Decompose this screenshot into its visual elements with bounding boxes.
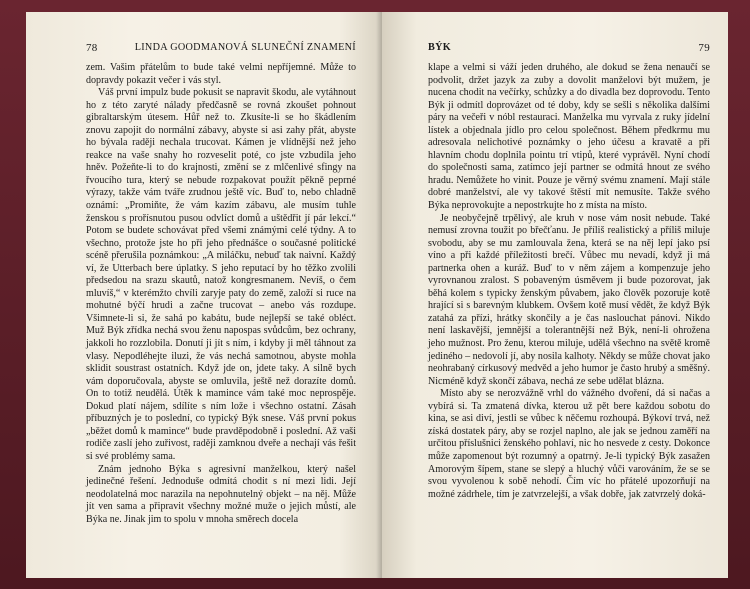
page-number-left: 78 [86, 42, 98, 54]
right-page [382, 12, 728, 578]
left-body-text [86, 62, 356, 526]
left-page [26, 12, 382, 578]
left-running-head [86, 42, 356, 56]
right-paragraph: Místo aby se nerozvážně vrhl do vážného dvoření, dá si načas a vybírá si. Ta zmatená dívka, kterou už pět bere každou sobotu do kina, se asi diví, jestli se vůbec k něčemu rozhoupá. Býkoví trvá, než získá dostatek páry, aby se rozjel naplno, ale jak se jednou zaměří na určitou příslušnici ženského pohlaví, nic ho nesvede z cesty. Dokonce může zapomenout být rozumný a opatrný. Je-li typický Býk zasažen Amorovým šípem, stane se slepý a hluchý vůči varováním, že se se svou vyvolenou k sobě nehodí. Čím víc ho přátelé upozorňují na možné zádrhele, tím je zatvrzelejší, a však dobře, jak zatvrzelý doká- [428, 388, 710, 500]
left-paragraph: Váš první impulz bude pokusit se napravit škodu, ale vytáhnout ho z této zaryté nálady předčasně se rovná zkoušet pohnout gibraltarským útesem. Hůř než to. Zkusíte-li se ho škádlením znovu zapojit do normální zábavy, abyste si asi zahy přát, abyste ho bývala raději nechala trucovat. Kámen je vlídnější než jeho reakce na vaše snahy ho rozveselit poté, co jste vzbudila jeho hněv. Požeňte-li to do krajnosti, změní se z mlčenlivé sfingy na řvoucího tura, který se nebude rozpakovat použít pěkně peprné výrazy, takže vám tváře zrudnou ještě víc. Buď to, nebo chladně oznámí: „Promiňte, že vám kazím zábavu, ale musím tuhle ženskou s prořísnutou pusou odvlíct domů a uštědřit jí pár lekcí.“ Potom se budete schovávat před všemi známými celé týdny. A to všechno, protože jste ho při jeho přednášce o současné politické scéně přerušila poznámkou: „A miláčku, nebuď tak naivní. Každý ví, že Utterbach bere úplatky. S jeho reputací by ho těžko zvolili předsedou na srazu skautů, natož kongresmanem. Nevíš, o čem mluvíš,“ v kterémžto chvíli zaryje paty do země, založí si ruce na mohutné býčí hrudi a začne trucovat – anebo vás rozdupe. Všimnete-li si, že sahá po kabátu, bude nejlepší se také obléct. Muž Býk zřídka nechá svou ženu napospas svůdcům, bez ochrany, jakkoli ho rozzlobila. Donutí ji jít s ním, i kdyby ji měl táhnout za vlasy. Nepodléhejte iluzi, že vás nechá samotnou, abyste mohla sklidit soustrast ostatních. Když jde on, jdete taky. A silně bych vám doporučovala, abyste se omluvila, ještě než dorazíte domů. On to totiž neudělá. Útěk k mamince vám také moc neprospěje. Dokud platí nájem, sdílíte s ním lože i všechno ostatní. Zásah příbuzných je to poslední, co typický Býk snese. Váš první pokus „běžet domů k mamince“ bude pravděpodobně i poslední. Až vaši rodiče zaslí jeho zuřivost, raději zamknou dveře a nechají vás řešit si své problémy sama. [86, 87, 356, 462]
left-paragraph: Znám jednoho Býka s agresivní manželkou, který našel jedinečné řešení. Jednoduše odmítá chodit s ní mezi lidi. Její neodolatelná moc narazila na nepohnutelný objekt – na něj. Může jít ven sama a připravit všechny možné muže o jejich můstí, ale Býka ne. Jinak jim to spolu v mnoha směrech docela [86, 463, 356, 525]
right-running-head [428, 42, 710, 56]
page-number-right: 79 [698, 42, 710, 54]
running-head-chapter: BÝK [428, 42, 451, 53]
left-paragraph: zem. Vašim přátelům to bude také velmi nepříjemné. Může to dopravdy pokazit večer i vás styl. [86, 62, 356, 86]
running-head-author-title: LINDA GOODMANOVÁ SLUNEČNÍ ZNAMENÍ [134, 42, 356, 53]
right-body-text [428, 62, 710, 501]
right-paragraph: Je neobyčejně trpělivý, ale kruh v nose vám nosit nebude. Také nemusí zrovna toužit po břečťanu. Je příliš realistický a příliš miluje svobodu, aby se mu zamlouvala žena, která se na něj lepí jako psí víno a při každé příležitosti brečí. Vůbec mu nevadí, když ji má partnerka ohen a kuráž. Buď to v něm zájem a kompenzuje jeho vyrovnanou zralost. S pobaveným úsměvem ji bude pozorovat, jak běhá kolem s typicky ženským půvabem, jako člověk pozoruje kotě hrající si s barevným klubkem. Ovšem kotě musí vědět, že když Býk zatahá za přízi, hrátky skončily a je čas naslouchat pánovi. Nikdo není laskavější, jemnější a tolerantnější než Býk, není-li ohrožena jeho mužnost. Pro ženu, kterou miluje, udělá všechno na světě kromě jediného – nedovolí jí, aby nosila kalhoty. Někdy se může chovat jako neohrabaný církusový medvěd a jeho humor je často hrubý a směšný. Nicméně když skončí zábava, nechá ze sebe udělat blázna. [428, 212, 710, 387]
right-paragraph: klape a velmi si váží jeden druhého, ale dokud se žena nenaučí se podvolit, držet jazyk za zuby a dovolit manželovi být mužem, je nucena chodit na večírky, schůzky a do divadla bez doprovodu. Tento Býk ji odmítl doprovázet od té doby, kdy se sešli s několika dalšími páry na večeři v nóbl restauraci. Manželka mu vyrvala z ruky jídelní lístek a objednala jídlo pro celou společnost. Během předkrmu mu adresovala nelichotivé poznámky o jeho účesu a kravatě a při hlavním chodu doplnila pointu trí vtipů, které vyprávěl. Nyní chodí do společnosti sama, zatímco její partner se odmítá hnout ze svého hradu. Nemůžete ho vinit. Pouze je věrný svému znamení. Mají stále dobré manželství, ale vy takové štěstí mít nemusíte. Takže svého Býka neprovokujte a nepostrkujte ho z místa na místo. [428, 62, 710, 212]
